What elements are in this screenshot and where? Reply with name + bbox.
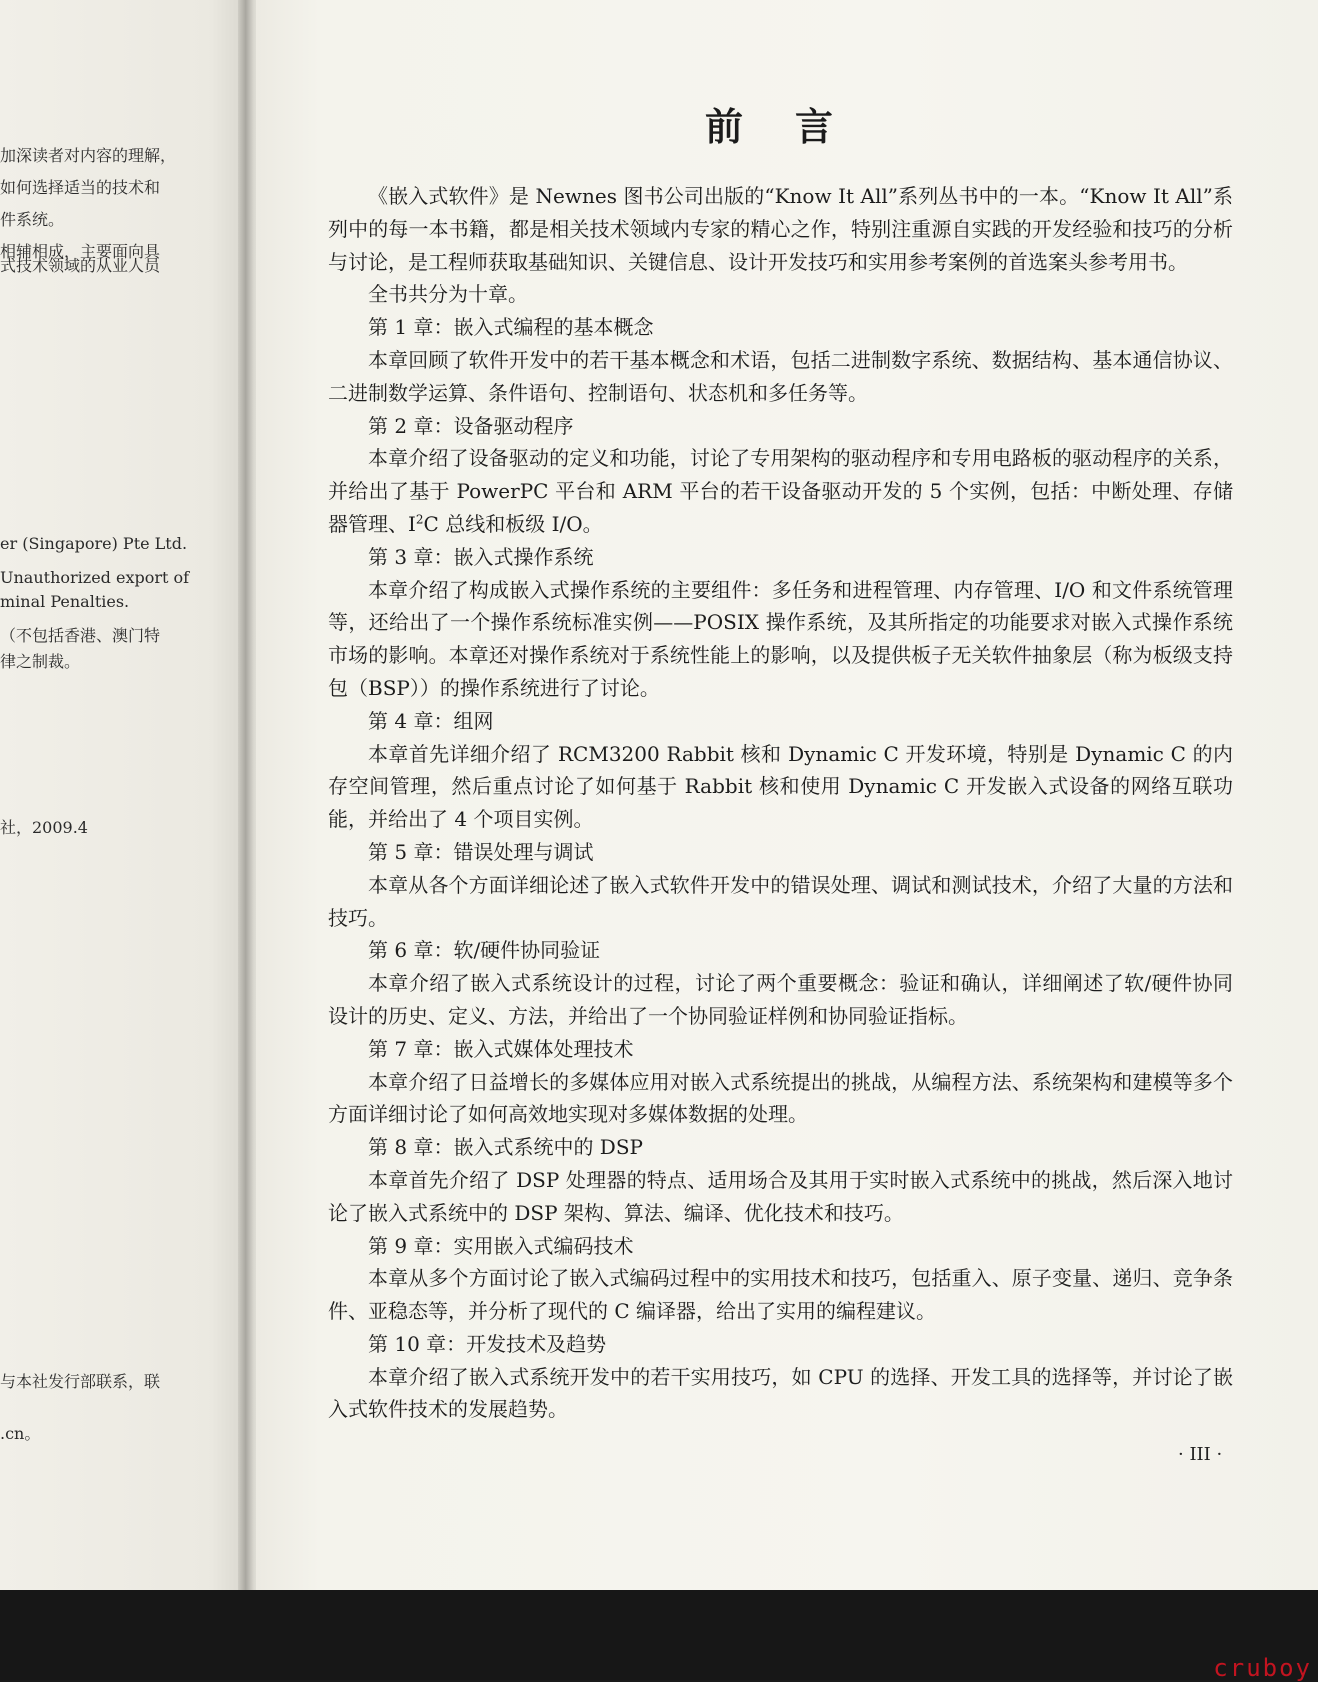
- chapter-description-text: 本章介绍了设备驱动的定义和功能，讨论了专用架构的驱动程序和专用电路板的驱动程序的关系，并给出了基于 PowerPC 平台和 ARM 平台的若干设备驱动开发的 5 个实例，包括：中断处理、存储器管理、I: [328, 446, 1233, 536]
- chapter-heading: 第 7 章：嵌入式媒体处理技术: [368, 1036, 634, 1061]
- chapter-heading: 第 3 章：嵌入式操作系统: [368, 544, 594, 569]
- chapter-heading: 第 2 章：设备驱动程序: [368, 413, 574, 438]
- chapter-description: 本章介绍了嵌入式系统设计的过程，讨论了两个重要概念：验证和确认，详细阐述了软/硬件协同设计的历史、定义、方法，并给出了一个协同验证样例和协同验证指标。: [328, 971, 1233, 1028]
- chapter-description: 本章介绍了构成嵌入式操作系统的主要组件：多任务和进程管理、内存管理、I/O 和文件系统管理等，还给出了一个操作系统标准实例——POSIX 操作系统，及其所指定的功能要求对嵌入式操作系统市场的影响。本章还对操作系统对于系统性能上的影响，以及提供板子无关软件抽象层（称为板级支持包（BSP））的操作系统进行了讨论。: [328, 577, 1233, 700]
- page-number: · III ·: [1178, 1444, 1223, 1465]
- overview-paragraph: 全书共分为十章。: [368, 282, 528, 307]
- intro-paragraph: 《嵌入式软件》是 Newnes 图书公司出版的“Know It All”系列丛书中的一本。“Know It All”系列中的每一本书籍，都是相关技术领域内专家的精心之作，特别注重源自实践的开发经验和技巧的分析与讨论，是工程师获取基础知识、关键信息、设计开发技巧和实用参考案例的首选案头参考用书。: [328, 184, 1233, 274]
- chapter-heading: 第 6 章：软/硬件协同验证: [368, 938, 601, 963]
- chapter-description: [328, 442, 1233, 540]
- left-text-fragment: 相辅相成，主要面向具: [0, 242, 161, 261]
- left-text-fragment: 式技术领域的从业人员: [0, 256, 161, 275]
- left-text-fragment: 社，2009.4: [0, 818, 88, 837]
- chapter-heading: 第 9 章：实用嵌入式编码技术: [368, 1233, 634, 1258]
- chapter-heading: 第 4 章：组网: [368, 708, 494, 733]
- chapter-description: 本章首先详细介绍了 RCM3200 Rabbit 核和 Dynamic C 开发环境，特别是 Dynamic C 的内存空间管理，然后重点讨论了如何基于 Rabbit 核和使用 Dynamic C 开发嵌入式设备的网络互联功能，并给出了 4 个项目实例。: [328, 741, 1233, 832]
- preface-body: [328, 180, 1233, 1426]
- left-text-fragment: 件系统。: [0, 210, 65, 229]
- chapter-description: 本章首先介绍了 DSP 处理器的特点、适用场合及其用于实时嵌入式系统中的挑战，然后深入地讨论了嵌入式系统中的 DSP 架构、算法、编译、优化技术和技巧。: [328, 1167, 1233, 1225]
- chapter-description-text: C 总线和板级 I/O。: [423, 511, 603, 536]
- chapter-description: 本章介绍了日益增长的多媒体应用对嵌入式系统提出的挑战，从编程方法、系统架构和建模等多个方面详细讨论了如何高效地实现对多媒体数据的处理。: [328, 1069, 1233, 1127]
- left-text-fragment: 律之制裁。: [0, 652, 81, 671]
- chapter-heading: 第 5 章：错误处理与调试: [368, 839, 594, 864]
- chapter-description: 本章回顾了软件开发中的若干基本概念和术语，包括二进制数字系统、数据结构、基本通信协议、二进制数学运算、条件语句、控制语句、状态机和多任务等。: [328, 347, 1233, 405]
- chapter-description: 本章介绍了嵌入式系统开发中的若干实用技巧，如 CPU 的选择、开发工具的选择等，并讨论了嵌入式软件技术的发展趋势。: [328, 1364, 1233, 1422]
- left-text-fragment: （不包括香港、澳门特: [0, 626, 161, 645]
- left-text-fragment: .cn。: [0, 1424, 41, 1443]
- left-text-fragment: 如何选择适当的技术和: [0, 178, 161, 197]
- chapter-description: 本章从各个方面详细论述了嵌入式软件开发中的错误处理、调试和测试技术，介绍了大量的方法和技巧。: [328, 872, 1233, 930]
- left-text-fragment: minal Penalties.: [0, 592, 130, 611]
- left-text-fragment: 与本社发行部联系，联: [0, 1372, 161, 1391]
- superscript: 2: [415, 512, 424, 527]
- page-title: 前言: [705, 105, 886, 149]
- left-text-fragment: Unauthorized export of: [0, 568, 190, 587]
- left-text-fragment: 加深读者对内容的理解，: [0, 146, 177, 165]
- chapter-heading: 第 1 章：嵌入式编程的基本概念: [368, 315, 654, 340]
- left-text-fragment: er (Singapore) Pte Ltd.: [0, 534, 188, 553]
- watermark: cruboy: [1213, 1654, 1312, 1682]
- chapter-heading: 第 10 章：开发技术及趋势: [368, 1331, 607, 1356]
- scan-bottom-edge: [0, 1590, 1318, 1680]
- chapter-heading: 第 8 章：嵌入式系统中的 DSP: [368, 1135, 643, 1160]
- left-page-fragment: [0, 0, 246, 1590]
- chapter-description: 本章从多个方面讨论了嵌入式编码过程中的实用技术和技巧，包括重入、原子变量、递归、竞争条件、亚稳态等，并分析了现代的 C 编译器，给出了实用的编程建议。: [328, 1266, 1233, 1324]
